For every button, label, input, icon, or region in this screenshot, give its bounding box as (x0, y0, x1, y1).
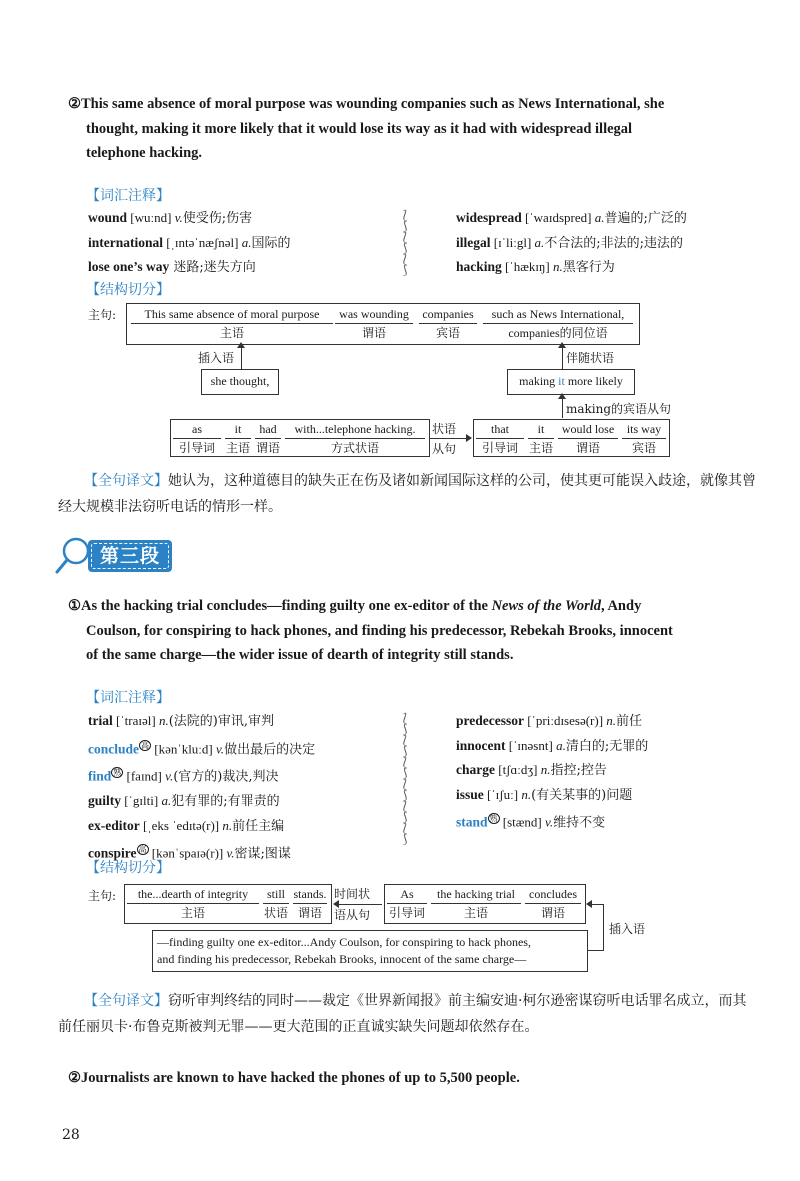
vocab-phonetic: [ˌeks ˈedɪtə(r)] (139, 817, 223, 833)
main-clause-label: 主句: (88, 308, 117, 322)
arrow-head (558, 393, 566, 399)
main-appositive: such as News International, companies的同位语 (483, 307, 633, 341)
vocab-word: trial (88, 713, 113, 728)
that-subject: it 主语 (528, 422, 553, 455)
vocab-pos: a. (594, 210, 605, 225)
vocab-definition: 不合法的;非法的;违法的 (544, 235, 684, 251)
vocab-item (88, 255, 388, 280)
vocab-pos: a. (241, 234, 252, 250)
vocab-item (88, 709, 408, 734)
arrow-time (338, 904, 382, 905)
vocab-left-list (88, 709, 408, 866)
main-clause-box (126, 303, 640, 345)
vocab-item (88, 789, 408, 814)
vocab-item (88, 231, 388, 256)
as-intro: As 引导词 (388, 887, 425, 920)
main-clause-box (124, 884, 332, 924)
vocab-pos: a. (556, 737, 566, 753)
vocab-phonetic: [wuːnd] (127, 210, 175, 225)
vocab-phonetic: [ˈhækɪŋ] (501, 259, 553, 274)
vocab-pos: v. (216, 740, 225, 756)
vocab-phonetic: [ˈgɪlti] (121, 793, 162, 809)
vocab-pos: n. (521, 786, 532, 802)
vocab-phonetic: [ˈɪʃuː] (483, 786, 522, 802)
making-text: making it more likely (519, 374, 623, 388)
vocab-item (456, 807, 776, 835)
vocab-word: hacking (456, 259, 502, 274)
arrow-insert-line (591, 904, 603, 905)
adv-clause-label-2: 从句 (432, 442, 457, 456)
main-clause-label: 主句: (88, 889, 117, 903)
insert-label: 插入语 (609, 922, 646, 936)
vocab-definition: 清白的;无罪的 (565, 738, 649, 754)
main-subject: the...dearth of integrity 主语 (127, 887, 259, 921)
vocab-word: innocent (456, 737, 506, 753)
as-subject: it 主语 (225, 422, 250, 455)
insert-line-1: —finding guilty one ex-editor...Andy Coulson, for conspiring to hack phones, (157, 935, 531, 949)
insert-label: 插入语 (198, 351, 235, 365)
vocab-item (456, 206, 776, 231)
vocab-definition: 前任 (616, 714, 643, 729)
vocab-right-list (456, 709, 776, 835)
arrow-adv (430, 438, 468, 439)
arrow-head (237, 342, 245, 348)
vocab-item (88, 206, 388, 231)
vocab-word: conspire (88, 845, 137, 861)
vocab-right-list (456, 206, 776, 280)
vocab-pos: n. (222, 817, 233, 833)
vocab-item (456, 758, 776, 783)
vocab-word: find (88, 768, 112, 784)
vocab-definition: 做出最后的决定 (224, 741, 316, 757)
arrow-head (558, 342, 566, 348)
vocab-pos: v. (174, 210, 183, 225)
translation-3-1: 【全句译文】窃听审判终结的同时——裁定《世界新闻报》前主编安迪·柯尔逊密谋窃听电话罪名成立，而其前任丽贝卡·布鲁克斯被判无罪——更大范围的正直诚实缺失问题却依然存在。 (58, 993, 747, 1035)
vocab-item (456, 255, 776, 280)
vocab-definition: 维持不变 (553, 815, 606, 831)
vocab-definition: 使受伤;伤害 (182, 211, 253, 226)
vocab-phonetic: [ɪˈliːgl] (490, 234, 535, 250)
vocab-word: lose one’s way (88, 259, 170, 274)
sentence-3-1-text: ①As the hacking trial concludes—finding guilty one ex-editor of the News of the World, Andy Coulson, for conspiring to hack phones, and finding his predecessor, Rebekah Brooks, innocent of the same charge—the wider issue of dearth of integrity still stands. (68, 598, 673, 663)
vocab-tag: 【词汇注释】 (86, 188, 170, 204)
vocab-definition: (官方的)裁决,判决 (173, 769, 279, 785)
vocab-word: wound (88, 210, 128, 225)
vocab-word: charge (456, 762, 495, 777)
vocab-word: ex-editor (88, 817, 140, 833)
vocab-phonetic: [faɪnd] (123, 768, 166, 784)
sentence-2-text: ②This same absence of moral purpose was wounding companies such as News International, she thought, making it more likely that it would lose its way as it had with widespread illegal telephone hacking. (68, 96, 665, 161)
vocab-word: predecessor (456, 713, 524, 728)
that-object: its way 宾语 (622, 422, 666, 456)
that-predicate: would lose 谓语 (558, 422, 618, 456)
as-predicate: concludes 谓语 (525, 887, 581, 921)
main-object: companies 宾语 (419, 307, 477, 341)
vocab-phonetic: [stænd] (499, 814, 546, 830)
vocab-item (88, 814, 408, 839)
vocab-word: illegal (456, 234, 491, 250)
vocab-phonetic: [kənˈspaɪə(r)] (148, 845, 227, 861)
that-intro: that 引导词 (476, 422, 524, 456)
vocab-phonetic: [tʃɑːdʒ] (494, 762, 541, 777)
arrow-insert-line (586, 950, 604, 951)
structure-tag: 【结构切分】 (86, 282, 170, 298)
time-clause-label-2: 语从句 (334, 908, 371, 922)
vocab-definition: (有关某事的)问题 (531, 787, 633, 803)
vocab-definition: 普遍的;广泛的 (604, 211, 687, 226)
vocab-divider: ⟅ ⟆ ⟅ ⟆ ⟅ ⟆ ⟅ ⟆ ⟅ ⟆ ⟅ ⟆ (402, 711, 408, 846)
vocab-phonetic: [ˈpriːdɪsesə(r)] (523, 713, 607, 728)
that-clause-box (473, 419, 670, 457)
main-predicate: was wounding 谓语 (335, 307, 413, 341)
vocab-item (456, 231, 776, 256)
as-intro: as 引导词 (173, 422, 221, 456)
insert-text: she thought, (210, 374, 270, 388)
vocab-mark-icon: 高 (138, 845, 147, 855)
vocab-item (456, 783, 776, 808)
vocab-word: widespread (456, 210, 522, 225)
vocab-phonetic: [ˈɪnəsnt] (505, 737, 557, 753)
vocab-pos: v. (165, 768, 174, 784)
vocab-definition: 国际的 (251, 235, 291, 251)
as-adverbial: with...telephone hacking. 方式状语 (285, 422, 425, 456)
vocab-definition: (法院的)审讯,审判 (168, 714, 274, 729)
structure-tag: 【结构切分】 (86, 860, 170, 876)
making-box (507, 369, 635, 395)
translation-2: 【全句译文】她认为，这种道德目的缺失正在伤及诸如新闻国际这样的公司，使其更可能误入歧途，就像其曾经大规模非法窃听电话的情形一样。 (58, 473, 756, 515)
vocab-word: guilty (88, 793, 122, 809)
arrow-insert-line (603, 904, 604, 950)
vocab-item (456, 734, 776, 759)
vocab-pos: n. (552, 259, 563, 274)
as-predicate: had 谓语 (255, 422, 280, 455)
paragraph-3-title: 第三段 (88, 540, 172, 572)
vocab-definition: 密谋;图谋 (234, 846, 291, 862)
insert-box (201, 369, 279, 395)
obj-clause-label: making的宾语从句 (566, 402, 672, 416)
vocab-definition: 前任主编 (232, 818, 285, 834)
vocab-left-list (88, 206, 388, 280)
vocab-phonetic: [kənˈkluːd] (151, 740, 216, 756)
time-clause-label-1: 时间状 (334, 887, 371, 901)
main-subject: This same absence of moral purpose 主语 (131, 307, 333, 341)
vocab-phonetic: [ˈwaɪdspred] (521, 210, 595, 225)
vocab-pos: a. (534, 234, 545, 250)
vocab-word: conclude (88, 740, 140, 756)
arrow-insert (241, 346, 242, 369)
vocab-phonetic: [ˈtraɪəl] (112, 713, 159, 728)
vocab-mark-icon: 高 (141, 740, 150, 750)
vocab-pos: n. (606, 713, 617, 728)
vocab-pos: n. (540, 762, 551, 777)
vocab-item (456, 709, 776, 734)
arrow-head (466, 434, 472, 442)
page-number: 28 (62, 1127, 80, 1143)
vocab-definition: 指控;控告 (550, 763, 607, 778)
vocab-pos: n. (158, 713, 169, 728)
main-adverbial: still 状语 (263, 887, 288, 920)
vocab-word: international (88, 234, 164, 250)
vocab-pos: a. (161, 793, 172, 809)
as-clause-box (384, 884, 586, 924)
vocab-tag: 【词汇注释】 (86, 690, 170, 706)
arrow-accomp (562, 346, 563, 369)
vocab-pos: v. (226, 845, 235, 861)
vocab-mark-icon: 熟 (113, 768, 122, 778)
vocab-pos: v. (545, 814, 554, 830)
as-clause-box (170, 419, 430, 457)
vocab-mark-icon: 熟 (489, 814, 498, 823)
vocab-item (88, 761, 408, 789)
vocab-divider: ⟅ ⟆ ⟅ ⟆ ⟅ ⟆ (402, 208, 408, 277)
sentence-3-2-text: ②Journalists are known to have hacked the phones of up to 5,500 people. (68, 1070, 520, 1086)
vocab-definition: 迷路;迷失方向 (173, 260, 256, 275)
insert-line-2: and finding his predecessor, Rebekah Brooks, innocent of the same charge— (157, 952, 527, 966)
accomp-label: 伴随状语 (566, 351, 615, 365)
vocab-word: issue (456, 786, 484, 802)
vocab-item (88, 734, 408, 762)
as-subject: the hacking trial 主语 (431, 887, 521, 921)
main-predicate: stands. 谓语 (293, 887, 327, 920)
insert-box (152, 930, 588, 972)
adv-clause-label-1: 状语 (432, 422, 457, 436)
vocab-definition: 犯有罪的;有罪责的 (171, 794, 280, 810)
vocab-definition: 黑客行为 (562, 260, 615, 275)
vocab-word: stand (456, 814, 488, 830)
vocab-phonetic: [ˌɪntəˈnæʃnəl] (163, 234, 242, 250)
arrow-objclause (562, 396, 563, 418)
